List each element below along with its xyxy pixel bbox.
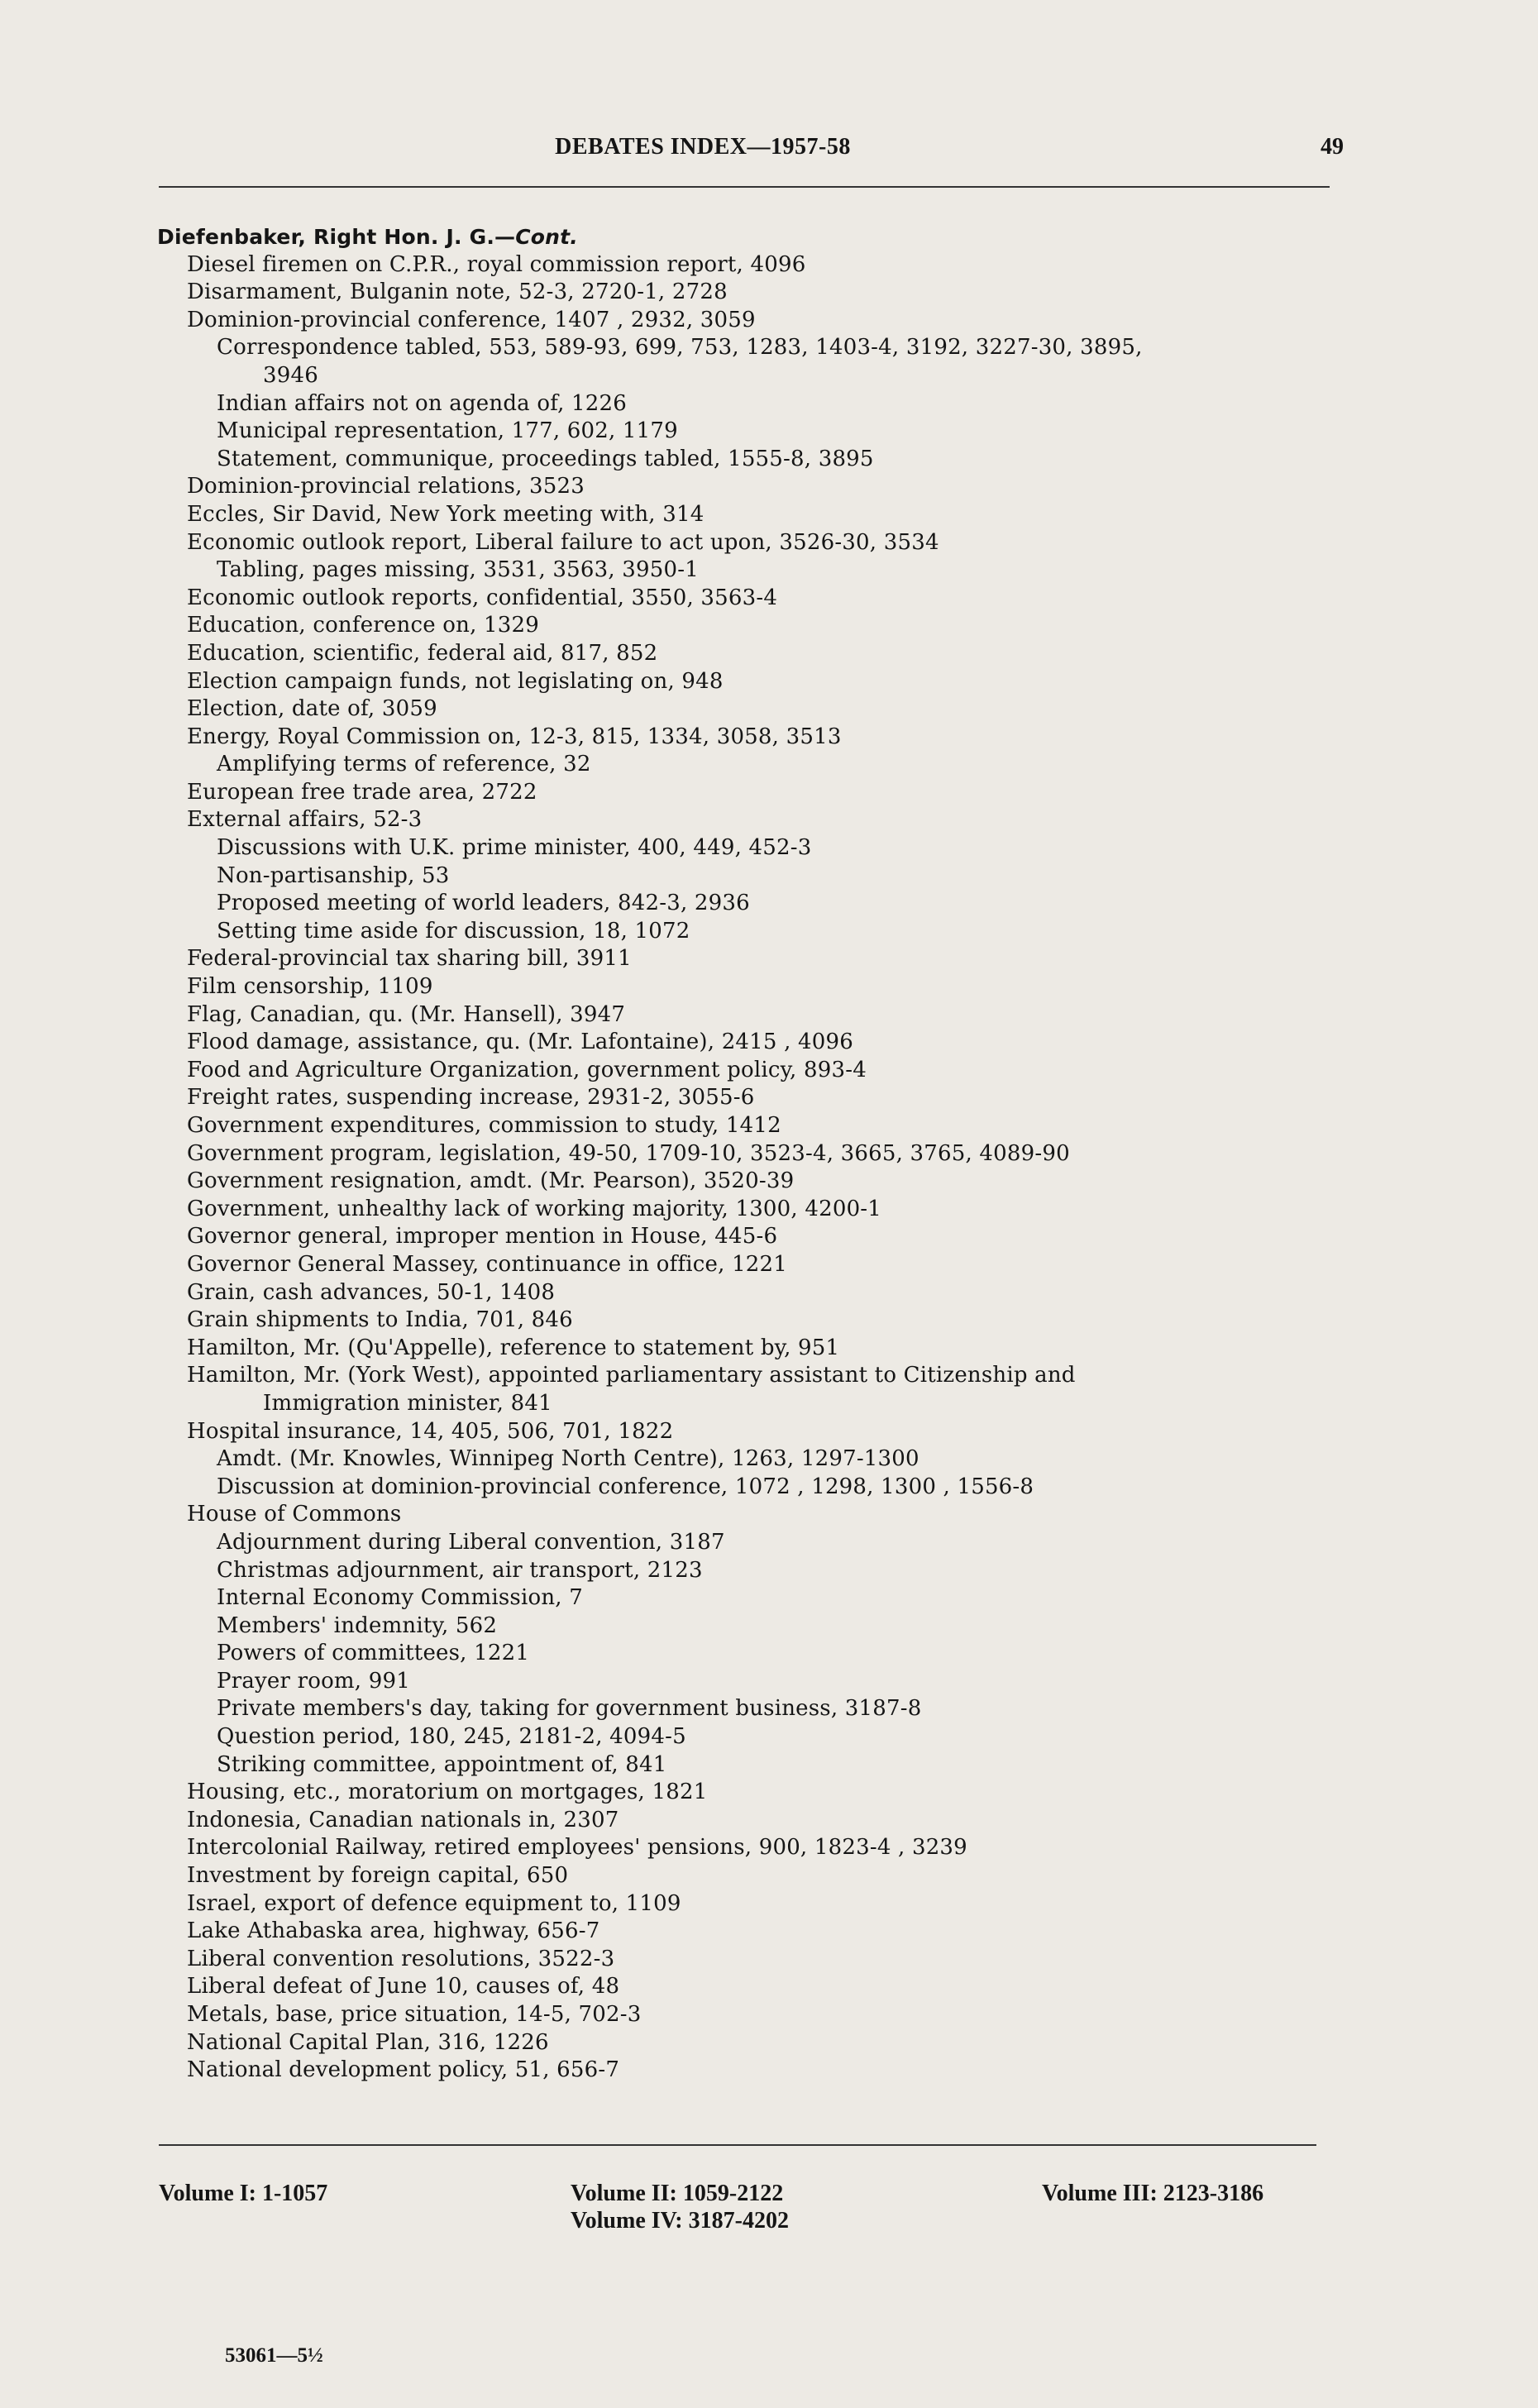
- index-entry-continuation: [157, 362, 1348, 390]
- index-entry: [157, 1640, 1348, 1668]
- index-entry: [157, 1196, 1348, 1224]
- footer-rule: [159, 2144, 1316, 2146]
- index-entry: [157, 1946, 1348, 1974]
- index-entry-text: Liberal defeat of June 10, causes of, 48: [187, 1974, 620, 1999]
- index-entry-text: Government expenditures, commission to study, 1412: [187, 1113, 781, 1138]
- index-entry-text: Liberal convention resolutions, 3522-3: [187, 1946, 615, 1971]
- index-entry-text: Dominion-provincial conference, 1407 , 2932, 3059: [187, 307, 756, 332]
- index-entry-text: Israel, export of defence equipment to, 1109: [187, 1890, 681, 1916]
- index-entry: [157, 307, 1348, 335]
- index-entry: [157, 1279, 1348, 1307]
- index-entry-text: Proposed meeting of world leaders, 842-3, 2936: [217, 891, 750, 916]
- index-entry-text: Eccles, Sir David, New York meeting with, 314: [187, 501, 705, 527]
- index-entry-text: Diefenbaker, Right Hon. J. G.—: [157, 225, 516, 249]
- index-entry: [157, 806, 1348, 834]
- index-entry: [157, 1918, 1348, 1946]
- index-entry-text: Indian affairs not on agenda of, 1226: [217, 390, 627, 416]
- index-entry-text: Election campaign funds, not legislating on, 948: [187, 668, 724, 694]
- index-entry: [157, 1807, 1348, 1835]
- index-entry: [157, 918, 1348, 946]
- index-entry: [157, 1251, 1348, 1279]
- index-entry-text: Metals, base, price situation, 14-5, 702-3: [187, 2002, 642, 2027]
- index-entry-text: Election, date of, 3059: [187, 696, 437, 722]
- index-entry-text: Economic outlook reports, confidential, 3550, 3563-4: [187, 585, 778, 610]
- index-entry: [157, 1418, 1348, 1446]
- index-entry-text: House of Commons: [187, 1502, 402, 1527]
- index-entry: [157, 418, 1348, 446]
- index-entry: [157, 1335, 1348, 1363]
- index-entry: [157, 1557, 1348, 1585]
- index-entry-text: Indonesia, Canadian nationals in, 2307: [187, 1807, 619, 1832]
- index-entry-text: Amplifying terms of reference, 32: [217, 752, 591, 777]
- index-entry-text: European free trade area, 2722: [187, 779, 537, 805]
- index-entry-text: Education, conference on, 1329: [187, 613, 539, 638]
- volume-1-range: Volume I: 1-1057: [159, 2181, 328, 2206]
- index-entry-text: Grain, cash advances, 50-1, 1408: [187, 1279, 556, 1305]
- volume-4-range: Volume IV: 3187-4202: [571, 2208, 789, 2234]
- header-rule: [159, 186, 1330, 188]
- index-entry: [157, 1668, 1348, 1696]
- index-entry-text: Energy, Royal Commission on, 12-3, 815, 1334, 3058, 3513: [187, 724, 842, 749]
- volume-2-range: Volume II: 1059-2122: [571, 2181, 784, 2206]
- index-entry: [157, 1362, 1348, 1390]
- index-entry-text: Food and Agriculture Organization, government policy, 893-4: [187, 1057, 867, 1082]
- index-entry: [157, 251, 1348, 280]
- index-entry-text: Federal-provincial tax sharing bill, 3911: [187, 946, 632, 972]
- index-entry-text: Adjournment during Liberal convention, 3187: [217, 1529, 725, 1555]
- index-entry-text: Amdt. (Mr. Knowles, Winnipeg North Centre), 1263, 1297-1300: [217, 1446, 919, 1472]
- index-entry: [157, 1445, 1348, 1474]
- index-entry-text: Hamilton, Mr. (Qu'Appelle), reference to statement by, 951: [187, 1335, 840, 1360]
- index-entry: [157, 1529, 1348, 1557]
- index-entry: [157, 1140, 1348, 1168]
- index-entry: [157, 1307, 1348, 1335]
- index-entry-text: Correspondence tabled, 553, 589-93, 699, 753, 1283, 1403-4, 3192, 3227-30, 3895,: [217, 335, 1143, 361]
- index-entry: [157, 834, 1348, 862]
- index-entry-text: Discussion at dominion-provincial conference, 1072 , 1298, 1300 , 1556-8: [217, 1474, 1034, 1499]
- page-title: DEBATES INDEX—1957-58: [555, 134, 851, 160]
- index-entry-text: Film censorship, 1109: [187, 974, 433, 1000]
- index-entry: [157, 668, 1348, 696]
- index-entry-text: Economic outlook report, Liberal failure to act upon, 3526-30, 3534: [187, 529, 939, 555]
- index-entry: [157, 1751, 1348, 1780]
- continued-label: Cont.: [515, 225, 579, 249]
- index-entry-text: Members' indemnity, 562: [217, 1612, 498, 1638]
- index-entry-text: National development policy, 51, 656-7: [187, 2057, 620, 2083]
- index-entry: [157, 1112, 1348, 1140]
- index-entry: [157, 973, 1348, 1001]
- index-entry-text: Discussions with U.K. prime minister, 400, 449, 452-3: [217, 835, 812, 861]
- index-entry: [157, 1001, 1348, 1030]
- index-entry-text: Government program, legislation, 49-50, 1709-10, 3523-4, 3665, 3765, 4089-90: [187, 1140, 1070, 1166]
- index-entry-text: Government, unhealthy lack of working majority, 1300, 4200-1: [187, 1196, 882, 1221]
- index-entry: [157, 640, 1348, 668]
- index-entry-text: Disarmament, Bulganin note, 52-3, 2720-1, 2728: [187, 280, 728, 305]
- index-entry: [157, 1223, 1348, 1251]
- index-entry-text: Non-partisanship, 53: [217, 862, 450, 888]
- index-entry: [157, 1695, 1348, 1723]
- index-entry: [157, 1168, 1348, 1196]
- index-entry-text: Flood damage, assistance, qu. (Mr. Lafontaine), 2415 , 4096: [187, 1030, 854, 1055]
- index-entry-text: Education, scientific, federal aid, 817, 852: [187, 640, 658, 666]
- index-entry-text: Dominion-provincial relations, 3523: [187, 474, 585, 499]
- index-entry: [157, 1834, 1348, 1862]
- index-entry: [157, 334, 1348, 362]
- index-entry-text: Housing, etc., moratorium on mortgages, 1821: [187, 1780, 708, 1805]
- index-entry: [157, 1057, 1348, 1085]
- index-entry: [157, 501, 1348, 529]
- index-entry-text: Investment by foreign capital, 650: [187, 1863, 569, 1889]
- index-entry-text: Diesel firemen on C.P.R., royal commission report, 4096: [187, 251, 806, 277]
- index-entry: [157, 446, 1348, 474]
- index-entry: [157, 612, 1348, 640]
- index-entry: [157, 1723, 1348, 1751]
- index-entry-text: Hospital insurance, 14, 405, 506, 701, 1822: [187, 1418, 674, 1444]
- index-entry-text: Freight rates, suspending increase, 2931-2, 3055-6: [187, 1085, 755, 1111]
- index-entry: [157, 1584, 1348, 1612]
- index-entry-text: Tabling, pages missing, 3531, 3563, 3950-1: [217, 557, 699, 583]
- index-entry: [157, 279, 1348, 307]
- index-entry-text: Grain shipments to India, 701, 846: [187, 1307, 573, 1333]
- index-entry: [157, 1890, 1348, 1918]
- index-entry: [157, 473, 1348, 501]
- index-entry: [157, 2029, 1348, 2057]
- index-entry: [157, 1862, 1348, 1890]
- index-entry-text: Flag, Canadian, qu. (Mr. Hansell), 3947: [187, 1001, 626, 1027]
- index-entry-text: Government resignation, amdt. (Mr. Pearson), 3520-39: [187, 1168, 795, 1194]
- volume-3-range: Volume III: 2123-3186: [1042, 2181, 1264, 2206]
- index-entry-text: External affairs, 52-3: [187, 807, 423, 833]
- index-entry-text: Private members's day, taking for government business, 3187-8: [217, 1696, 922, 1722]
- index-entry-text: Striking committee, appointment of, 841: [217, 1751, 667, 1777]
- page-number: 49: [1321, 134, 1344, 160]
- index-entry: [157, 2057, 1348, 2085]
- index-entry: [157, 945, 1348, 973]
- index-entry: [157, 1779, 1348, 1807]
- index-entry: [157, 751, 1348, 779]
- index-entry-text: Governor general, improper mention in House, 445-6: [187, 1224, 778, 1249]
- index-entry: [157, 1029, 1348, 1057]
- index-entry-text: Setting time aside for discussion, 18, 1072: [217, 918, 690, 944]
- index-entry-text: Internal Economy Commission, 7: [217, 1585, 583, 1611]
- index-entry: [157, 695, 1348, 724]
- index-entry-text: Statement, communique, proceedings tabled, 1555-8, 3895: [217, 446, 874, 471]
- index-entry-text: Immigration minister, 841: [263, 1390, 552, 1416]
- index-heading: [157, 223, 1348, 251]
- index-entry-text: 3946: [263, 362, 318, 388]
- index-entry-list: [157, 223, 1348, 2085]
- print-code: 53061—5½: [225, 2344, 323, 2367]
- index-entry-text: Prayer room, 991: [217, 1668, 410, 1694]
- index-entry: [157, 2001, 1348, 2029]
- index-entry: [157, 1084, 1348, 1112]
- index-entry: [157, 862, 1348, 891]
- index-entry-continuation: [157, 1390, 1348, 1418]
- index-entry: [157, 1501, 1348, 1529]
- index-entry: [157, 1973, 1348, 2001]
- index-entry: [157, 529, 1348, 557]
- index-entry-text: Intercolonial Railway, retired employees' pensions, 900, 1823-4 , 3239: [187, 1835, 967, 1861]
- index-entry: [157, 890, 1348, 918]
- index-entry: [157, 779, 1348, 807]
- index-entry: [157, 1474, 1348, 1502]
- index-entry: [157, 390, 1348, 418]
- index-entry-text: Christmas adjournment, air transport, 2123: [217, 1557, 703, 1583]
- index-entry-text: Governor General Massey, continuance in office, 1221: [187, 1251, 788, 1277]
- index-entry: [157, 557, 1348, 585]
- index-entry-text: Powers of committees, 1221: [217, 1641, 530, 1666]
- index-entry-text: Lake Athabaska area, highway, 656-7: [187, 1918, 600, 1944]
- index-entry: [157, 1612, 1348, 1641]
- index-entry-text: Municipal representation, 177, 602, 1179: [217, 418, 678, 444]
- index-entry-text: Question period, 180, 245, 2181-2, 4094-5: [217, 1724, 686, 1750]
- index-entry: [157, 724, 1348, 752]
- index-entry-text: National Capital Plan, 316, 1226: [187, 2029, 549, 2055]
- index-entry: [157, 585, 1348, 613]
- index-entry-text: Hamilton, Mr. (York West), appointed parliamentary assistant to Citizenship and: [187, 1363, 1076, 1388]
